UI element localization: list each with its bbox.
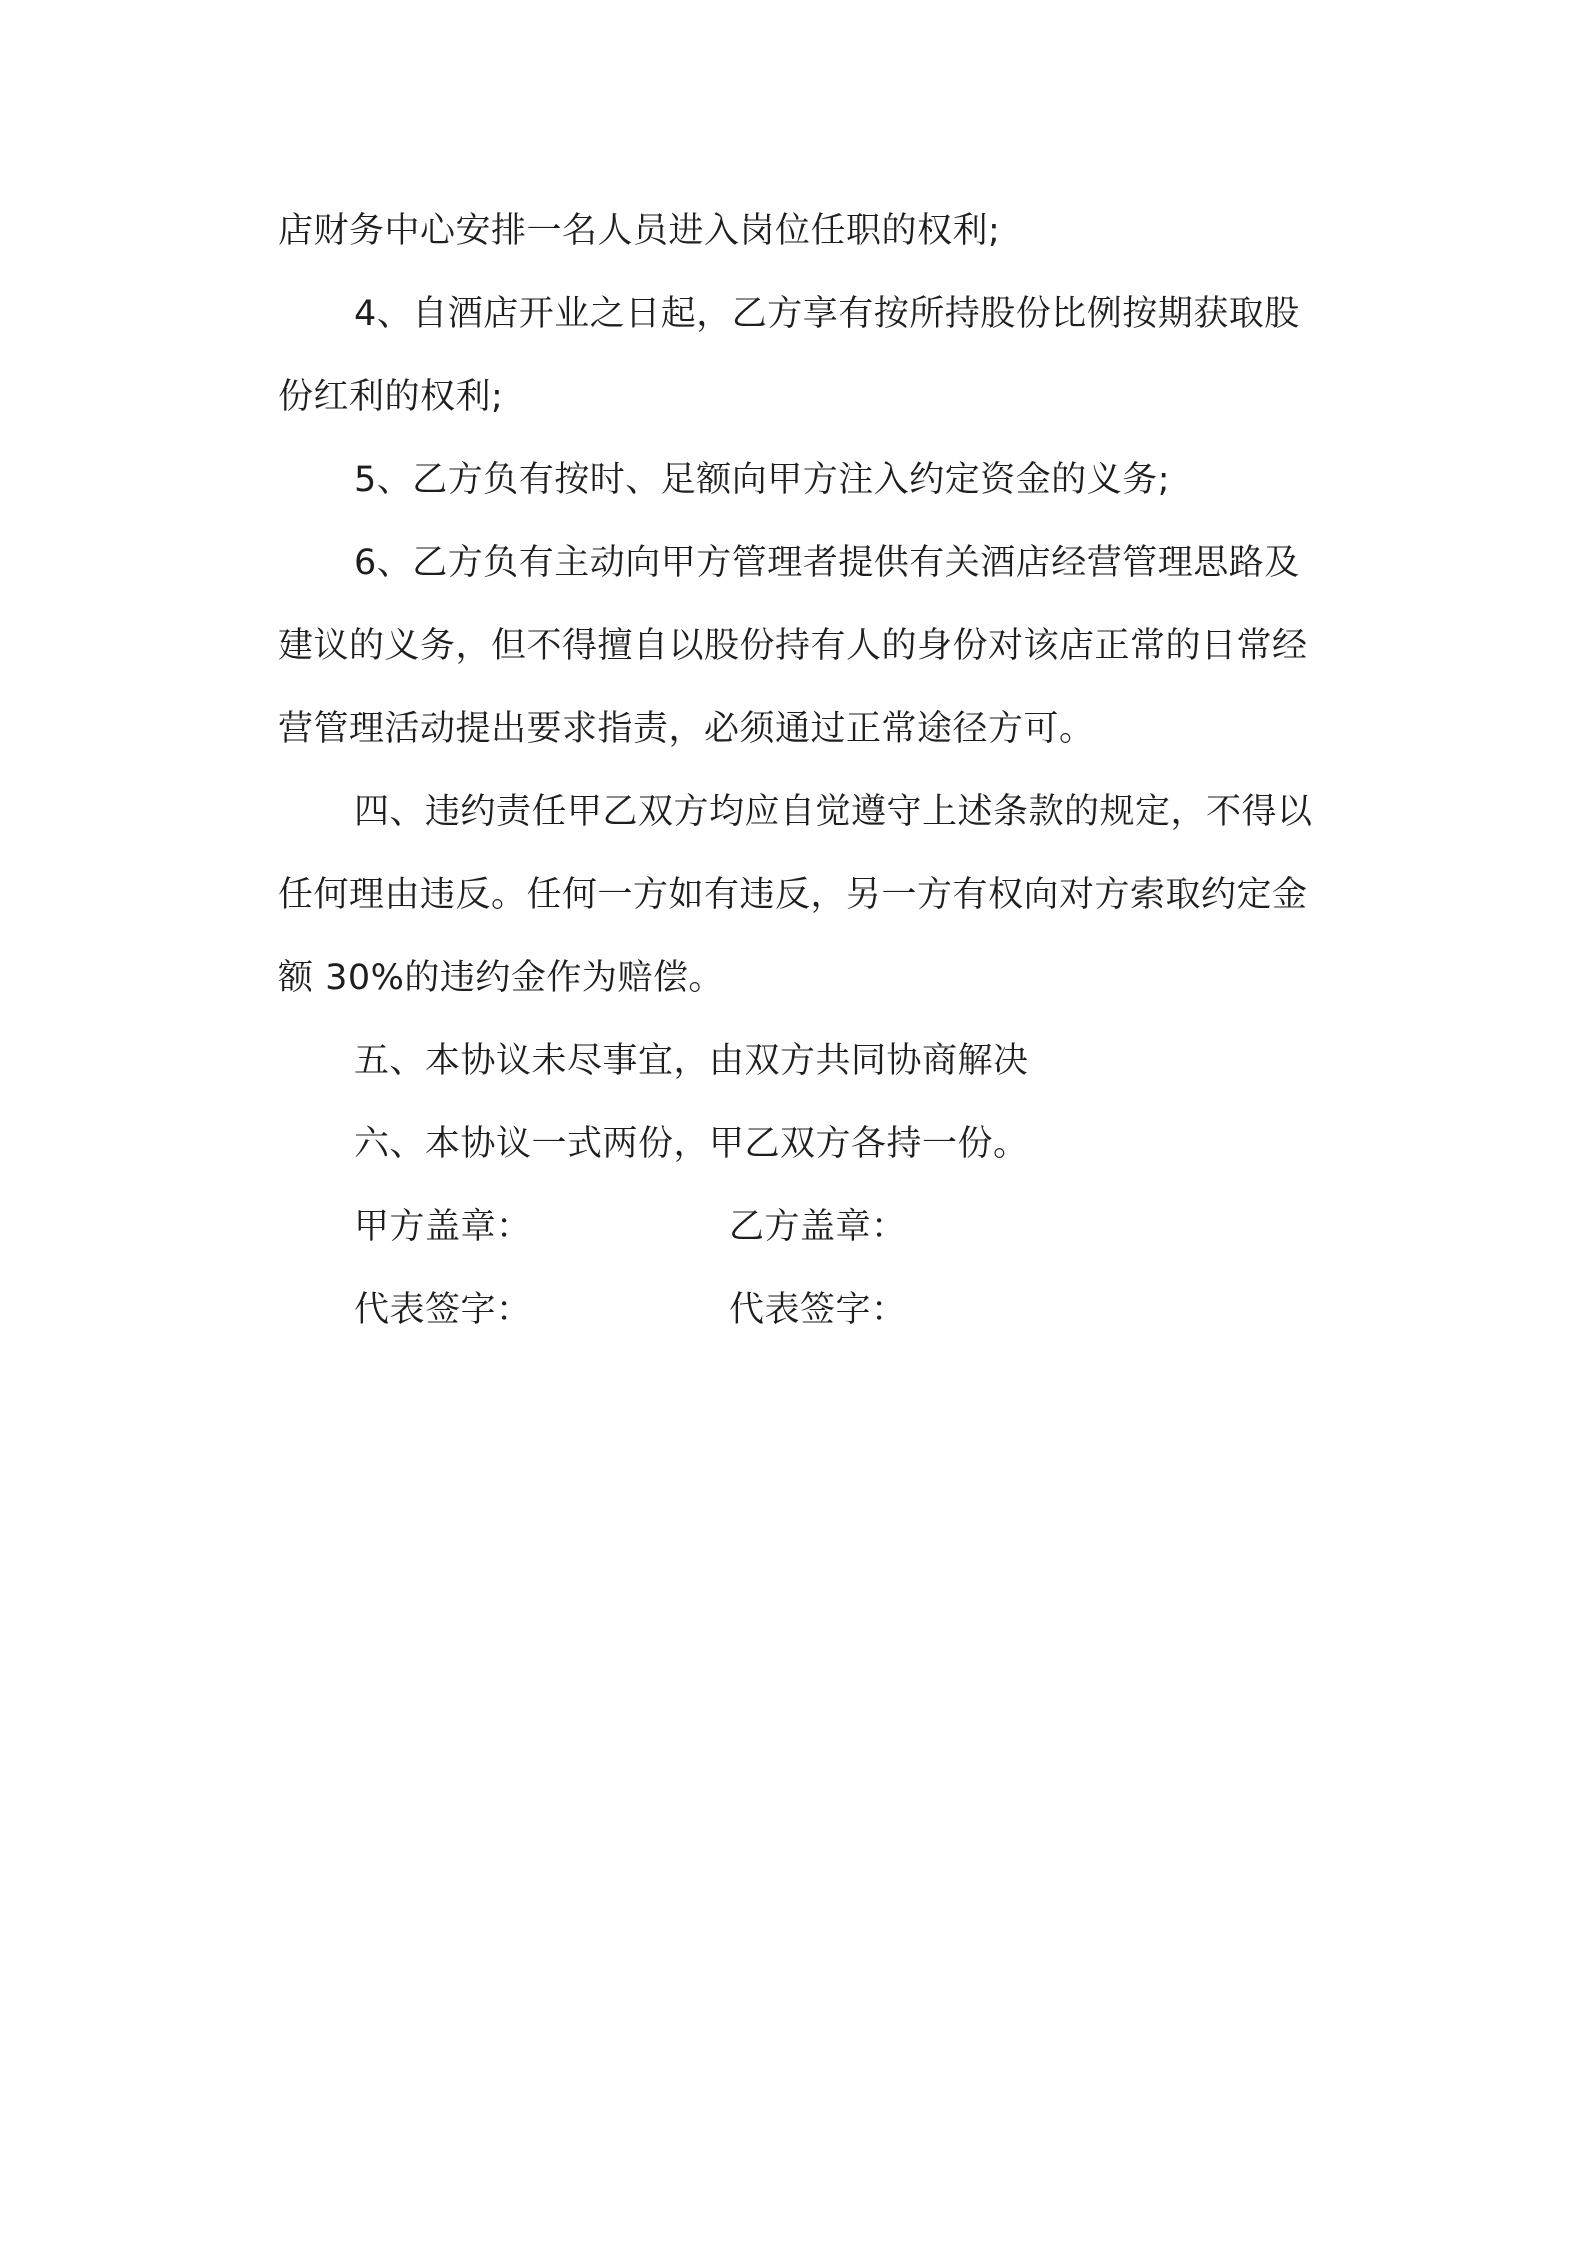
clause-5-line: 5、乙方负有按时、足额向甲方注入约定资金的义务; <box>354 460 1171 500</box>
section-5-line: 五、本协议未尽事宜，由双方共同协商解决 <box>354 1041 1029 1081</box>
clause-6-continuation: 营管理活动提出要求指责，必须通过正常途径方可。 <box>278 709 1095 749</box>
section-4-continuation: 额 30%的违约金作为赔偿。 <box>278 958 724 998</box>
section-4-continuation: 任何理由违反。任何一方如有违反，另一方有权向对方索取约定金 <box>278 875 1308 915</box>
section-4-liability: 四、违约责任甲乙双方均应自觉遵守上述条款的规定，不得以 <box>354 792 1313 832</box>
document-body <box>278 190 1358 1352</box>
clause-6-line: 6、乙方负有主动向甲方管理者提供有关酒店经营管理思路及 <box>354 543 1300 583</box>
signature-row <box>278 1269 1358 1352</box>
section-6-line: 六、本协议一式两份，甲乙双方各持一份。 <box>354 1124 1029 1164</box>
clause-6-continuation: 建议的义务，但不得擅自以股份持有人的身份对该店正常的日常经 <box>278 626 1308 666</box>
party-b-seal-label: 乙方盖章： <box>729 1207 907 1247</box>
clause-4-line: 4、自酒店开业之日起，乙方享有按所持股份比例按期获取股 <box>354 294 1300 334</box>
party-a-seal-label: 甲方盖章： <box>354 1207 532 1247</box>
party-b-rep-label: 代表签字： <box>729 1290 907 1330</box>
seal-row <box>278 1186 1358 1269</box>
clause-4-continuation: 份红利的权利; <box>278 377 504 417</box>
paragraph-line: 店财务中心安排一名人员进入岗位任职的权利; <box>278 211 1001 251</box>
party-a-rep-label: 代表签字： <box>354 1290 532 1330</box>
